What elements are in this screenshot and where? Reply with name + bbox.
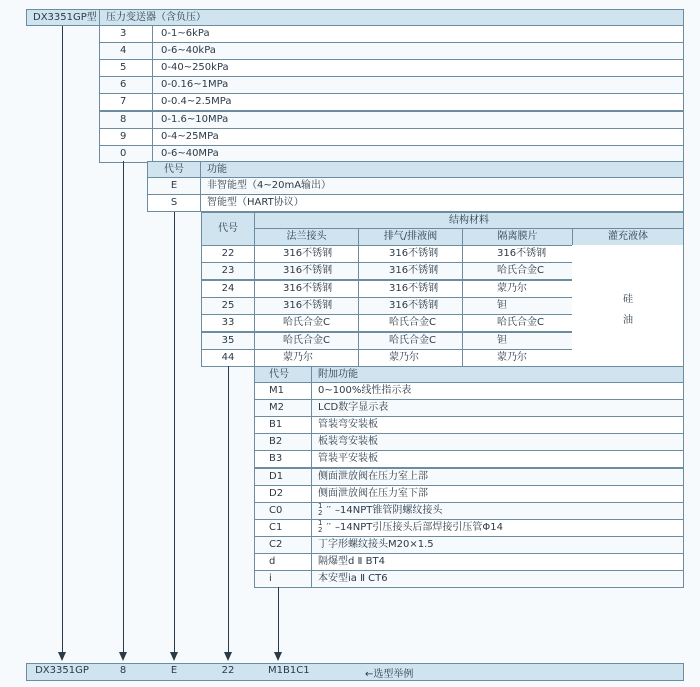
material-diaphragm: 蒙乃尔 (462, 280, 573, 298)
arrow-options (274, 652, 282, 661)
model-name: DX3351GP型 (26, 9, 100, 26)
option-function-text: –14NPT锥管阴螺纹接头 (335, 504, 443, 516)
material-vent: 哈氏合金C (358, 314, 463, 332)
example-range-code: 8 (119, 665, 127, 676)
fill-fluid-char-1: 硅 (623, 294, 633, 305)
range-value: 0-0.4~2.5MPa (152, 93, 684, 111)
example-model: DX3351GP (35, 665, 89, 676)
option-function (311, 450, 684, 468)
range-value: 0-0.16~1MPa (152, 76, 684, 94)
connector-line-output (174, 212, 175, 654)
section1-title: 压力变送器（含负压） (99, 9, 684, 26)
option-function (311, 485, 684, 503)
material-diaphragm: 316不锈钢 (462, 245, 573, 263)
range-value: 0-4~25MPa (152, 128, 684, 146)
material-code: 25 (201, 297, 255, 315)
output-code: E (147, 177, 201, 195)
material-flange: 哈氏合金C (254, 314, 359, 332)
section2-func-header: 功能 (200, 161, 684, 178)
material-vent: 316不锈钢 (358, 245, 463, 263)
connector-line-options (278, 587, 279, 654)
option-function-text: 管装平安装板 (318, 453, 378, 465)
output-function: 非智能型（4~20mA输出） (200, 177, 684, 195)
col-header-diaphragm: 隔离膜片 (462, 228, 573, 246)
range-code: 4 (99, 42, 153, 60)
option-function-text: 隔爆型d Ⅱ BT4 (318, 556, 385, 567)
option-function-text: 管装弯安装板 (318, 419, 378, 431)
example-material-code: 22 (221, 665, 235, 676)
option-function (311, 519, 684, 537)
col-header-fill: 灌充液体 (572, 228, 684, 246)
arrow-material (224, 652, 232, 661)
material-flange: 316不锈钢 (254, 245, 359, 263)
material-flange: 316不锈钢 (254, 297, 359, 315)
fraction-inch-marks: ′′ (326, 504, 332, 516)
option-code: D2 (254, 485, 312, 503)
section3-code-header: 代号 (201, 212, 255, 246)
option-code: M2 (254, 399, 312, 417)
connector-line-model (62, 26, 63, 654)
fraction-half (318, 503, 322, 517)
material-diaphragm: 哈氏合金C (462, 262, 573, 280)
option-code: d (254, 553, 312, 571)
option-code: i (254, 570, 312, 588)
output-function: 智能型（HART协议） (200, 194, 684, 212)
arrow-range (119, 652, 127, 661)
option-code: M1 (254, 382, 312, 400)
col-header-vent: 排气/排液阀 (358, 228, 463, 246)
material-flange: 哈氏合金C (254, 332, 359, 350)
range-code: 9 (99, 128, 153, 146)
material-code: 23 (201, 262, 255, 280)
material-code: 24 (201, 280, 255, 298)
range-code: 0 (99, 145, 153, 163)
material-vent: 蒙乃尔 (358, 349, 463, 367)
option-function-text: 0~100%线性指示表 (318, 385, 412, 396)
fraction-inch-marks: ′′ (326, 521, 332, 533)
option-function (311, 570, 684, 588)
example-note: ←选型举例 (365, 669, 414, 680)
option-code: C2 (254, 536, 312, 554)
fraction-denominator: 2 (318, 525, 323, 534)
option-function (311, 502, 684, 520)
example-options: M1B1C1 (268, 665, 310, 676)
material-diaphragm: 钽 (462, 332, 573, 350)
range-value: 0-1.6~10MPa (152, 111, 684, 129)
option-function (311, 536, 684, 554)
option-function-text: –14NPT引压接头后部焊接引压管Φ14 (335, 521, 503, 533)
option-function-text: 板装弯安装板 (318, 436, 378, 448)
range-value: 0-1~6kPa (152, 25, 684, 43)
range-code: 3 (99, 25, 153, 43)
arrow-output (170, 652, 178, 661)
material-code: 33 (201, 314, 255, 332)
material-diaphragm: 哈氏合金C (462, 314, 573, 332)
material-code: 22 (201, 245, 255, 263)
range-code: 6 (99, 76, 153, 94)
fill-fluid-cell (572, 245, 684, 368)
material-flange: 蒙乃尔 (254, 349, 359, 367)
option-code: C1 (254, 519, 312, 537)
fraction-denominator: 2 (318, 508, 323, 517)
option-function (311, 468, 684, 486)
section2-code-header: 代号 (147, 161, 201, 178)
material-vent: 316不锈钢 (358, 262, 463, 280)
option-code: D1 (254, 468, 312, 486)
option-function-text: 本安型ia Ⅱ CT6 (318, 573, 388, 585)
option-code: B1 (254, 416, 312, 434)
option-function-text: 侧面泄放阀在压力室上部 (318, 470, 428, 482)
option-code: B2 (254, 433, 312, 451)
option-function (311, 553, 684, 571)
option-function-text: 丁字形螺纹接头M20×1.5 (318, 538, 434, 550)
range-code: 8 (99, 111, 153, 129)
option-function (311, 433, 684, 451)
range-code: 5 (99, 59, 153, 77)
connector-line-range (123, 161, 124, 654)
material-flange: 316不锈钢 (254, 262, 359, 280)
option-code: C0 (254, 502, 312, 520)
material-flange: 316不锈钢 (254, 280, 359, 298)
option-function (311, 416, 684, 434)
range-value: 0-40~250kPa (152, 59, 684, 77)
option-code: B3 (254, 450, 312, 468)
material-diaphragm: 钽 (462, 297, 573, 315)
section4-code-header: 代号 (254, 366, 312, 383)
range-value: 0-6~40MPa (152, 145, 684, 163)
fill-fluid-char-2: 油 (623, 315, 633, 326)
material-vent: 316不锈钢 (358, 297, 463, 315)
arrow-model (58, 652, 66, 661)
connector-line-material (228, 366, 229, 654)
section3-group-header: 结构材料 (254, 212, 684, 229)
material-code: 35 (201, 332, 255, 350)
material-vent: 哈氏合金C (358, 332, 463, 350)
option-function (311, 382, 684, 400)
example-output-code: E (170, 665, 178, 676)
section4-func-header: 附加功能 (311, 366, 684, 383)
fraction-numerator: 1 (318, 501, 323, 510)
option-function (311, 399, 684, 417)
material-diaphragm: 蒙乃尔 (462, 349, 573, 367)
option-function-text: LCD数字显示表 (318, 402, 389, 414)
output-code: S (147, 194, 201, 212)
range-value: 0-6~40kPa (152, 42, 684, 60)
fraction-numerator: 1 (318, 518, 323, 527)
fraction-half (318, 520, 322, 534)
range-code: 7 (99, 93, 153, 111)
option-function-text: 侧面泄放阀在压力室下部 (318, 487, 428, 499)
material-code: 44 (201, 349, 255, 367)
material-vent: 316不锈钢 (358, 280, 463, 298)
col-header-flange: 法兰接头 (254, 228, 359, 246)
